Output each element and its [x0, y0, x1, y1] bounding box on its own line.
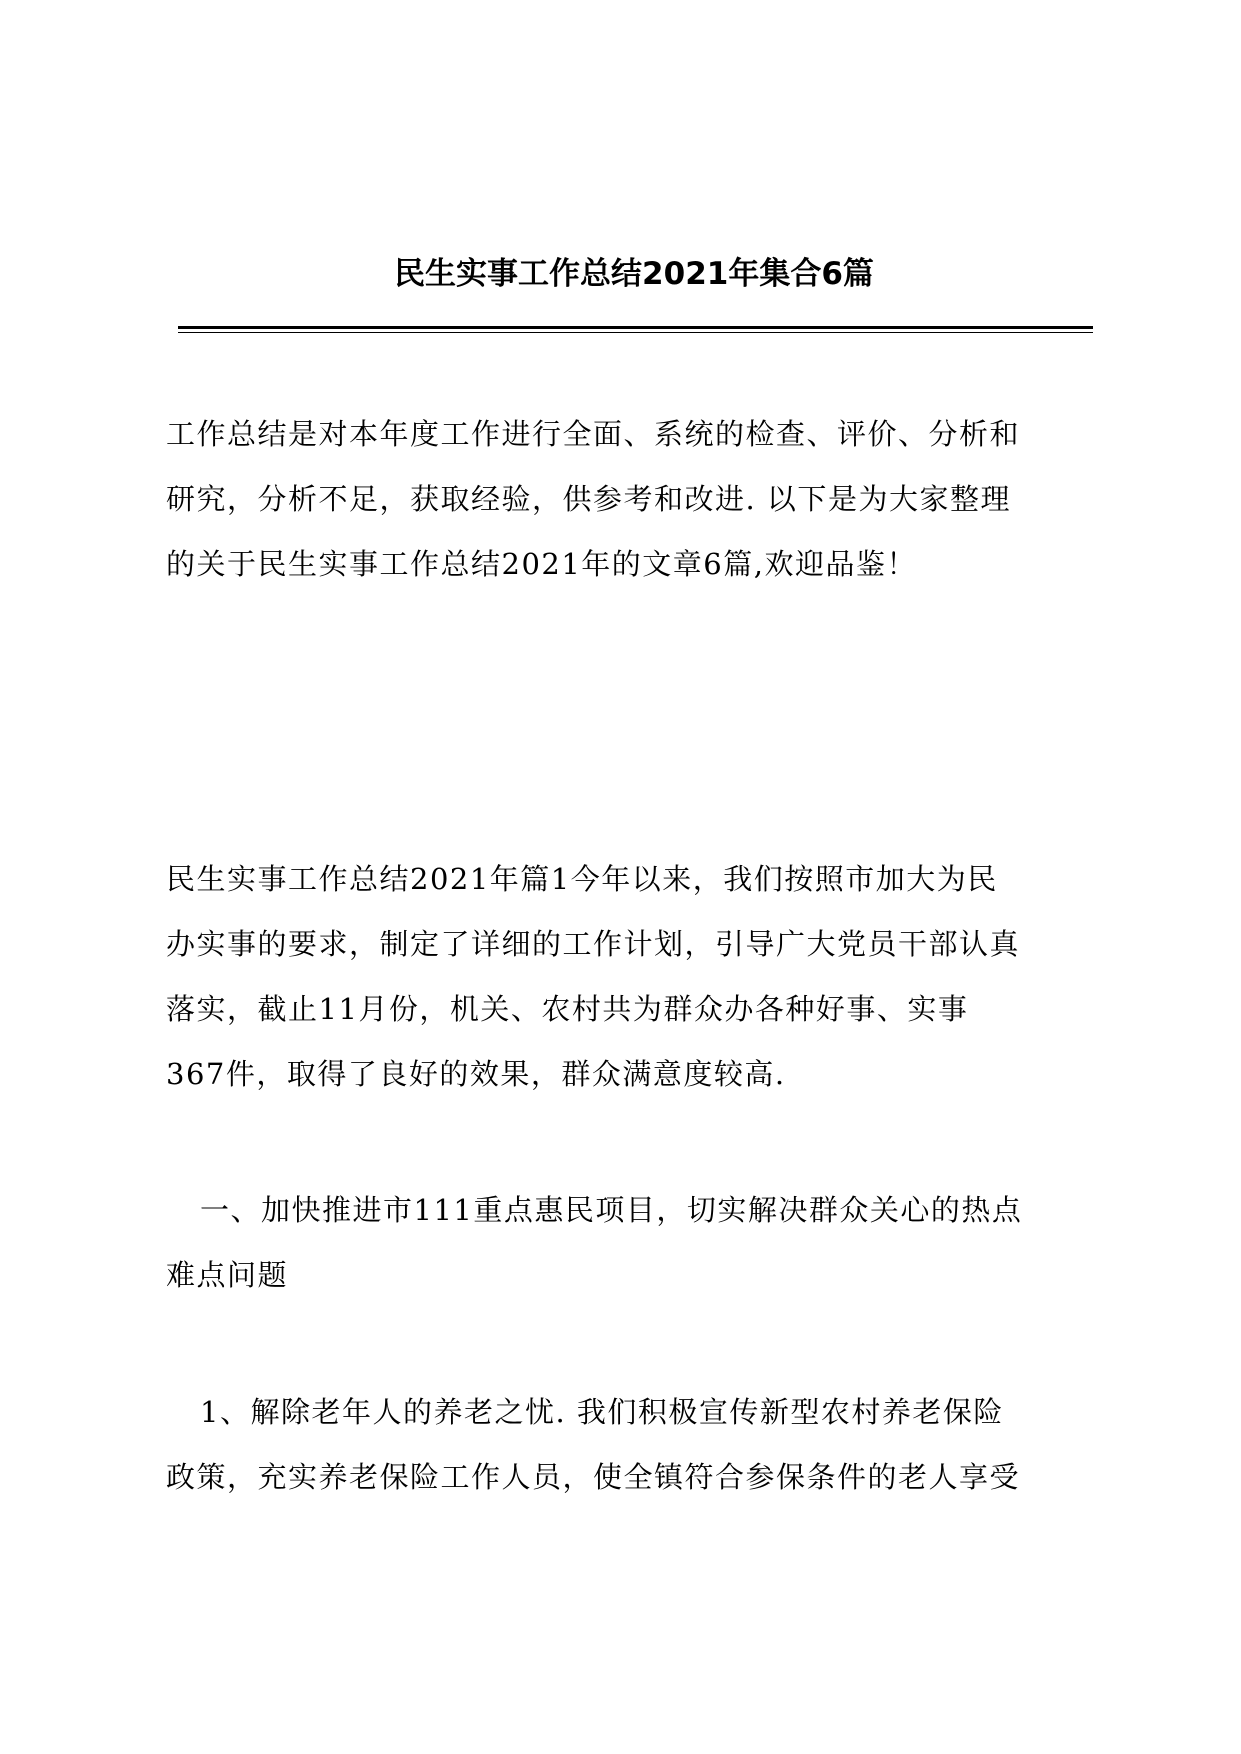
- heading1-line-2: 难点问题: [166, 1258, 289, 1292]
- title-divider-thin: [178, 332, 1093, 333]
- heading1-line-1: 一、加快推进市111重点惠民项目，切实解决群众关心的热点: [200, 1193, 1023, 1227]
- title-divider-thick: [178, 326, 1093, 329]
- intro-line-1: 工作总结是对本年度工作进行全面、系统的检查、评价、分析和: [166, 417, 1021, 451]
- section1-line-4: 367件，取得了良好的效果，群众满意度较高.: [166, 1057, 786, 1091]
- intro-line-2: 研究，分析不足，获取经验，供参考和改进. 以下是为大家整理: [166, 482, 1011, 516]
- intro-line-3: 的关于民生实事工作总结2021年的文章6篇,欢迎品鉴！: [166, 547, 917, 581]
- section1-line-1: 民生实事工作总结2021年篇1今年以来，我们按照市加大为民: [166, 862, 998, 896]
- section1-line-3: 落实，截止11月份，机关、农村共为群众办各种好事、实事: [166, 992, 969, 1026]
- document-title: 民生实事工作总结2021年集合6篇: [394, 256, 874, 292]
- item1-line-1: 1、解除老年人的养老之忧. 我们积极宣传新型农村养老保险: [200, 1395, 1004, 1429]
- item1-line-2: 政策，充实养老保险工作人员，使全镇符合参保条件的老人享受: [166, 1460, 1021, 1494]
- section1-line-2: 办实事的要求，制定了详细的工作计划，引导广大党员干部认真: [166, 927, 1021, 961]
